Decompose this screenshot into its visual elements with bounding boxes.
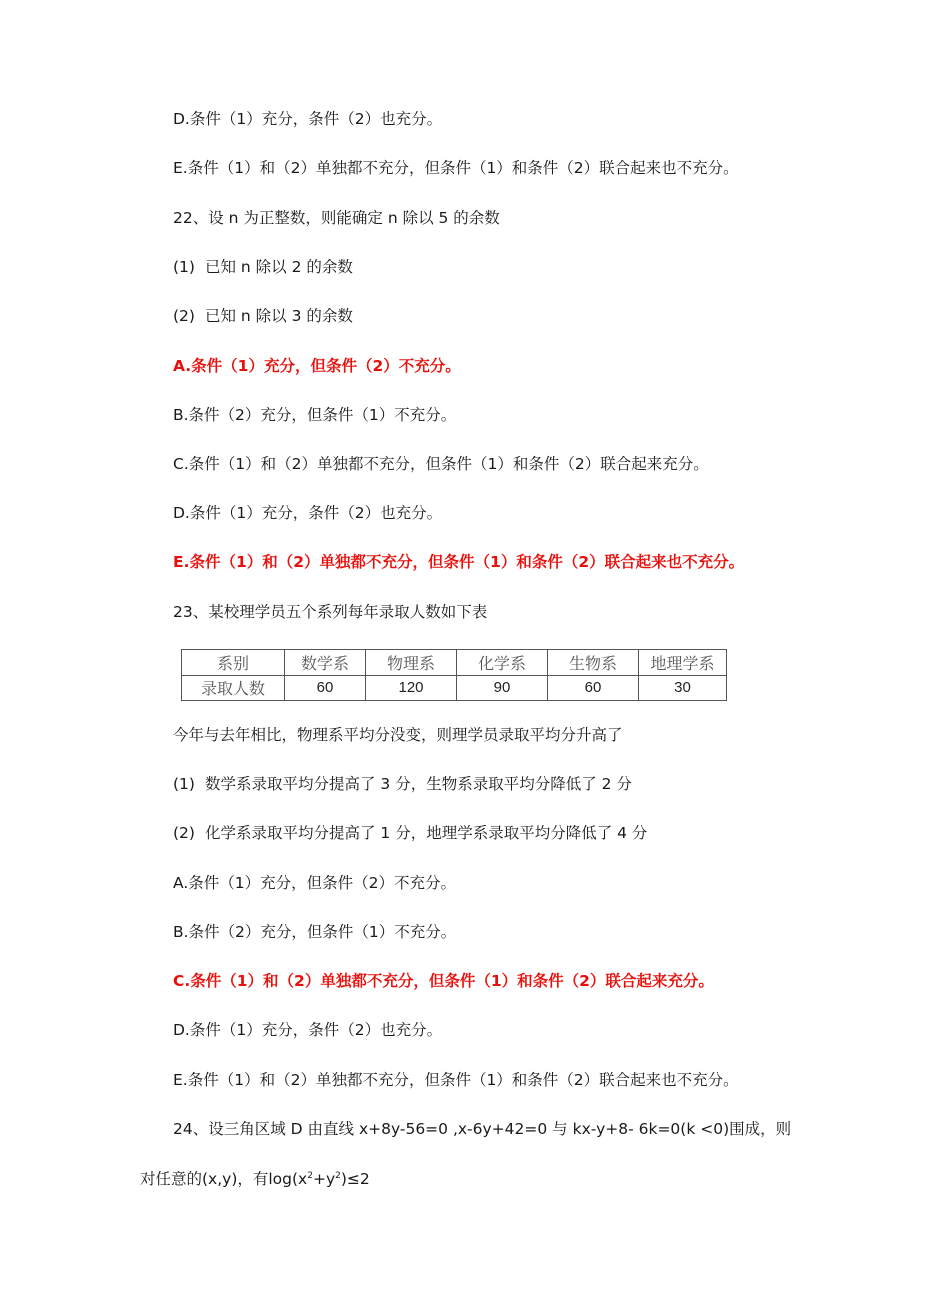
table-header-cell: 生物系 xyxy=(548,650,639,676)
condition-text: 数学系录取平均分提高了 3 分，生物系录取平均分降低了 2 分 xyxy=(205,775,632,793)
q23-condition-2 xyxy=(173,822,647,844)
q22-condition-1 xyxy=(173,256,353,278)
q24-question-line-2 xyxy=(140,1168,370,1190)
enrollment-table xyxy=(181,649,727,701)
table-header-cell: 化学系 xyxy=(457,650,548,676)
condition-number: (2) xyxy=(173,824,195,842)
q23-option-b: B.条件（2）充分，但条件（1）不充分。 xyxy=(173,923,457,941)
formula-text: 对任意的(x,y)，有log(x xyxy=(140,1170,308,1188)
table-cell: 60 xyxy=(548,675,639,701)
q22-question: 22、设 n 为正整数，则能确定 n 除以 5 的余数 xyxy=(173,209,500,227)
table-row-label: 录取人数 xyxy=(182,675,285,701)
exponent: 2 xyxy=(335,1171,341,1181)
condition-text: 已知 n 除以 2 的余数 xyxy=(205,258,353,276)
q22-option-d: D.条件（1）充分，条件（2）也充分。 xyxy=(173,504,443,522)
q22-condition-2 xyxy=(173,305,353,327)
table-header-cell: 地理学系 xyxy=(639,650,727,676)
table-cell: 90 xyxy=(457,675,548,701)
formula-text: +y xyxy=(312,1170,336,1188)
q23-option-c-answer: C.条件（1）和（2）单独都不充分，但条件（1）和条件（2）联合起来充分。 xyxy=(173,972,714,990)
condition-number: (1) xyxy=(173,775,195,793)
table-header-cell: 物理系 xyxy=(366,650,457,676)
condition-text: 已知 n 除以 3 的余数 xyxy=(205,307,353,325)
q23-option-d: D.条件（1）充分，条件（2）也充分。 xyxy=(173,1021,443,1039)
table-row xyxy=(182,675,727,701)
q21-option-d: D.条件（1）充分，条件（2）也充分。 xyxy=(173,110,443,128)
table-cell: 60 xyxy=(285,675,366,701)
q22-option-e-answer: E.条件（1）和（2）单独都不充分，但条件（1）和条件（2）联合起来也不充分。 xyxy=(173,553,745,571)
table-cell: 120 xyxy=(366,675,457,701)
q24-question-line-1: 24、设三角区域 D 由直线 x+8y-56=0 ,x-6y+42=0 与 kx-y+8- 6k=0(k <0)围成，则 xyxy=(173,1120,792,1138)
q22-option-c: C.条件（1）和（2）单独都不充分，但条件（1）和条件（2）联合起来充分。 xyxy=(173,455,709,473)
q23-option-a: A.条件（1）充分，但条件（2）不充分。 xyxy=(173,874,456,892)
q22-option-b: B.条件（2）充分，但条件（1）不充分。 xyxy=(173,406,457,424)
condition-number: (2) xyxy=(173,307,195,325)
table-header-cell: 系别 xyxy=(182,650,285,676)
table-header-cell: 数学系 xyxy=(285,650,366,676)
formula-text: )≤2 xyxy=(340,1170,370,1188)
q23-option-e: E.条件（1）和（2）单独都不充分，但条件（1）和条件（2）联合起来也不充分。 xyxy=(173,1071,739,1089)
condition-text: 化学系录取平均分提高了 1 分，地理学系录取平均分降低了 4 分 xyxy=(205,824,648,842)
q23-condition-1 xyxy=(173,773,632,795)
q23-stem: 今年与去年相比，物理系平均分没变，则理学员录取平均分升高了 xyxy=(173,726,623,744)
q22-option-a-answer: A.条件（1）充分，但条件（2）不充分。 xyxy=(173,357,461,375)
table-cell: 30 xyxy=(639,675,727,701)
table-header-row xyxy=(182,650,727,676)
condition-number: (1) xyxy=(173,258,195,276)
q23-question: 23、某校理学员五个系列每年录取人数如下表 xyxy=(173,603,488,621)
q21-option-e: E.条件（1）和（2）单独都不充分，但条件（1）和条件（2）联合起来也不充分。 xyxy=(173,159,739,177)
exponent: 2 xyxy=(307,1171,313,1181)
